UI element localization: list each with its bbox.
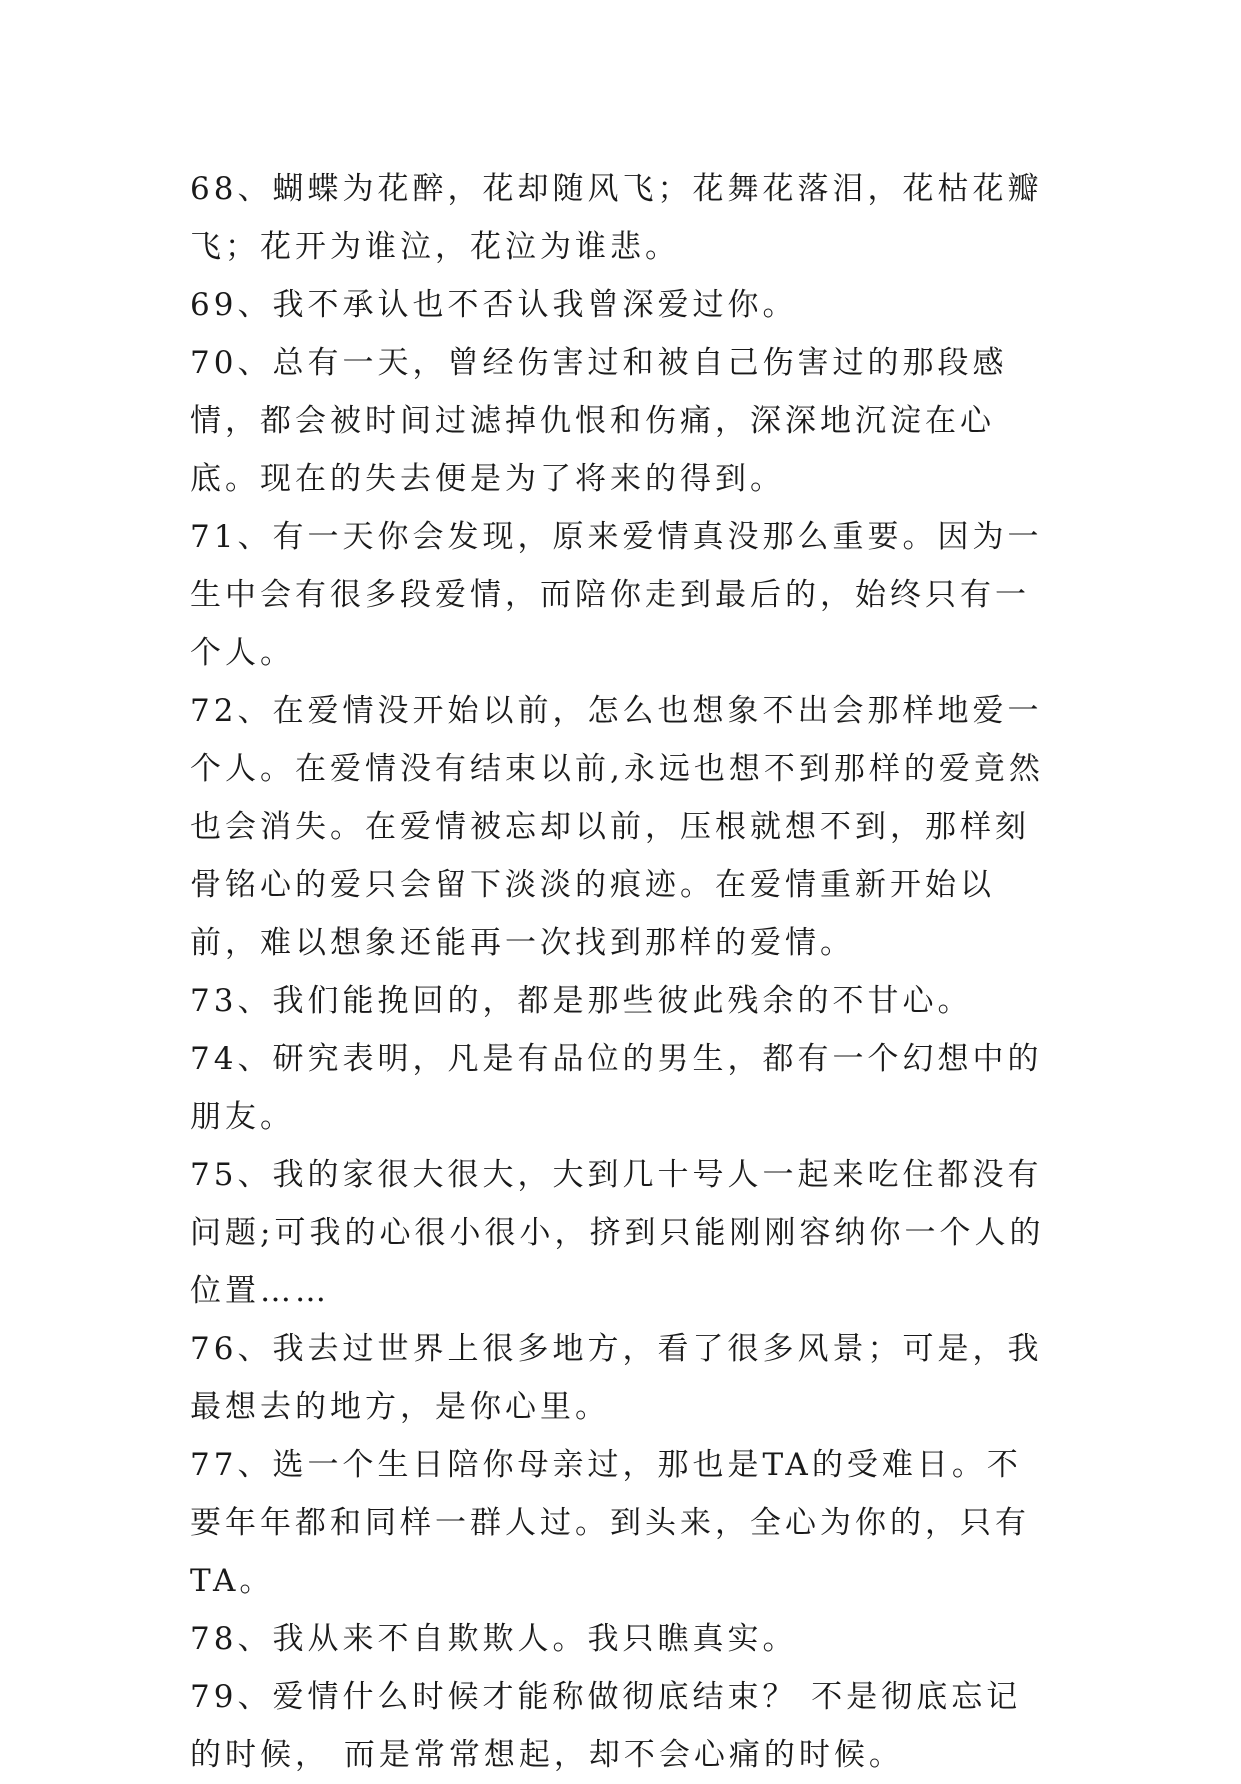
document-body [190, 160, 1050, 1784]
paragraph-71: 71、有一天你会发现，原来爱情真没那么重要。因为一生中会有很多段爱情，而陪你走到最后的，始终只有一个人。 [190, 519, 1043, 671]
paragraph-72: 72、在爱情没开始以前，怎么也想象不出会那样地爱一个人。在爱情没有结束以前,永远也想不到那样的爱竟然也会消失。在爱情被忘却以前，压根就想不到，那样刻骨铭心的爱只会留下淡淡的痕迹。在爱情重新开始以前，难以想象还能再一次找到那样的爱情。 [190, 693, 1044, 961]
paragraph-69: 69、我不承认也不否认我曾深爱过你。 [190, 287, 798, 323]
paragraph-74: 74、研究表明，凡是有品位的男生，都有一个幻想中的朋友。 [190, 1041, 1043, 1135]
paragraph-73: 73、我们能挽回的，都是那些彼此残余的不甘心。 [190, 983, 973, 1019]
paragraph-76: 76、我去过世界上很多地方，看了很多风景；可是，我最想去的地方，是你心里。 [190, 1331, 1043, 1425]
paragraph-70: 70、总有一天，曾经伤害过和被自己伤害过的那段感情，都会被时间过滤掉仇恨和伤痛，深深地沉淀在心底。现在的失去便是为了将来的得到。 [190, 345, 1008, 497]
paragraph-79: 79、爱情什么时候才能称做彻底结束？ 不是彻底忘记的时候， 而是常常想起，却不会心痛的时候。 [190, 1679, 1022, 1773]
paragraph-75: 75、我的家很大很大，大到几十号人一起来吃住都没有问题;可我的心很小很小，挤到只能刚刚容纳你一个人的位置…… [190, 1157, 1045, 1309]
paragraph-77: 77、选一个生日陪你母亲过，那也是TA的受难日。不要年年都和同样一群人过。到头来，全心为你的，只有TA。 [190, 1447, 1030, 1599]
paragraph-68: 68、蝴蝶为花醉，花却随风飞；花舞花落泪，花枯花瓣飞；花开为谁泣，花泣为谁悲。 [190, 171, 1043, 265]
paragraph-78: 78、我从来不自欺欺人。我只瞧真实。 [190, 1621, 798, 1657]
